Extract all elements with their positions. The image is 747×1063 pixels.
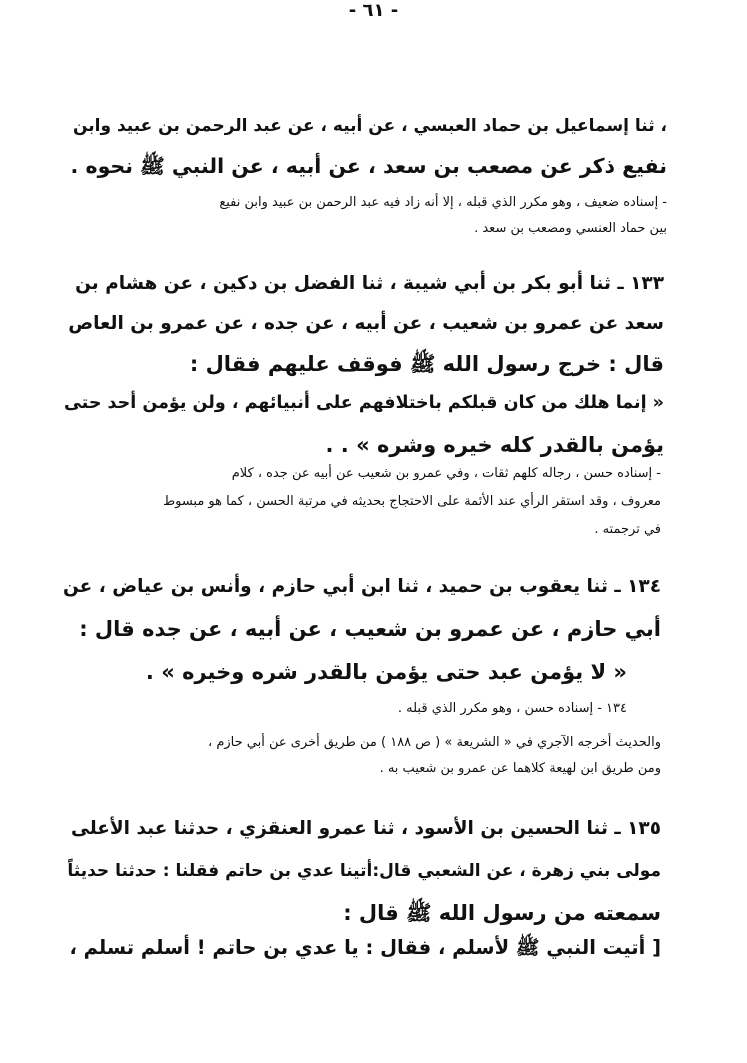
hadith-135-text — [61, 808, 661, 934]
text-line: ، ثنا إسماعيل بن حماد العبسي ، عن أبيه ، عن عبد الرحمن بن عبيد وابن — [72, 116, 667, 136]
text-line: أبي حازم ، عن عمرو بن شعيب ، عن أبيه ، عن جده قال : — [79, 617, 661, 641]
note-line: معروف ، وقد استقر الرأي عند الأئمة على الاحتجاج بحديثه في مرتبة الحسن ، كما هو مبسوط — [163, 494, 661, 509]
note-line: في ترجمته . — [594, 522, 661, 537]
footnote-132 — [67, 190, 667, 242]
footnote-134-source — [61, 730, 661, 782]
quote-line: [ أتيت النبي ﷺ لأسلم ، فقال : يا عدي بن حاتم ! أسلم تسلم ، — [69, 936, 661, 959]
note-line: والحديث أخرجه الآجري في « الشريعة » ( ص ١٨٨ ) من طريق أخرى عن أبي حازم ، — [208, 735, 661, 750]
note-line: ومن طريق ابن لهيعة كلاهما عن عمرو بن شعيب به . — [379, 761, 661, 776]
note-line: بين حماد العنسي ومصعب بن سعد . — [474, 221, 667, 236]
hadith-133-text — [64, 264, 664, 384]
text-line: قال : خرج رسول الله ﷺ فوقف عليهم فقال : — [189, 352, 664, 376]
text-line: مولى بني زهرة ، عن الشعبي قال:أتينا عدي بن حاتم فقلنا : حدثنا حديثاً — [67, 861, 661, 881]
text-line: نفيع ذكر عن مصعب بن سعد ، عن أبيه ، عن النبي ﷺ نحوه . — [70, 154, 667, 178]
quote-line: « إنما هلك من كان قبلكم باختلافهم على أنبيائهم ، ولن يؤمن أحد حتى — [63, 393, 664, 413]
hadith-134-text — [61, 566, 661, 650]
text-line: سمعته من رسول الله ﷺ قال : — [343, 901, 661, 925]
text-line: ١٣٥ ـ ثنا الحسين بن الأسود ، ثنا عمرو العنقزي ، حدثنا عبد الأعلى — [71, 818, 661, 839]
quote-line: « لا يؤمن عبد حتى يؤمن بالقدر شره وخيره » . — [145, 660, 627, 684]
quote-line: يؤمن بالقدر كله خيره وشره » . . — [325, 433, 664, 457]
note-line: ١٣٤ - إسناده حسن ، وهو مكرر الذي قبله . — [397, 701, 627, 716]
hadith-134-quote — [67, 652, 627, 692]
text-line: سعد عن عمرو بن شعيب ، عن أبيه ، عن جده ، عن عمرو بن العاص — [68, 313, 664, 334]
note-line: - إسناده ضعيف ، وهو مكرر الذي قبله ، إلا أنه زاد فيه عبد الرحمن بن عبيد وابن نفيع — [219, 195, 667, 210]
hadith-133-quote — [64, 382, 664, 466]
text-line: ١٣٤ ـ ثنا يعقوب بن حميد ، ثنا ابن أبي حازم ، وأنس بن عياض ، عن — [63, 576, 661, 597]
hadith-132-text — [67, 106, 667, 186]
note-line: - إسناده حسن ، رجاله كلهم ثقات ، وفي عمرو بن شعيب عن أبيه عن جده ، كلام — [231, 466, 661, 481]
footnote-134 — [67, 696, 627, 722]
hadith-135-quote — [61, 928, 661, 968]
page-number: - ٦١ - — [348, 0, 399, 21]
footnote-133 — [61, 460, 661, 544]
text-line: ١٣٣ ـ ثنا أبو بكر بن أبي شيبة ، ثنا الفضل بن دكين ، عن هشام بن — [75, 273, 664, 294]
